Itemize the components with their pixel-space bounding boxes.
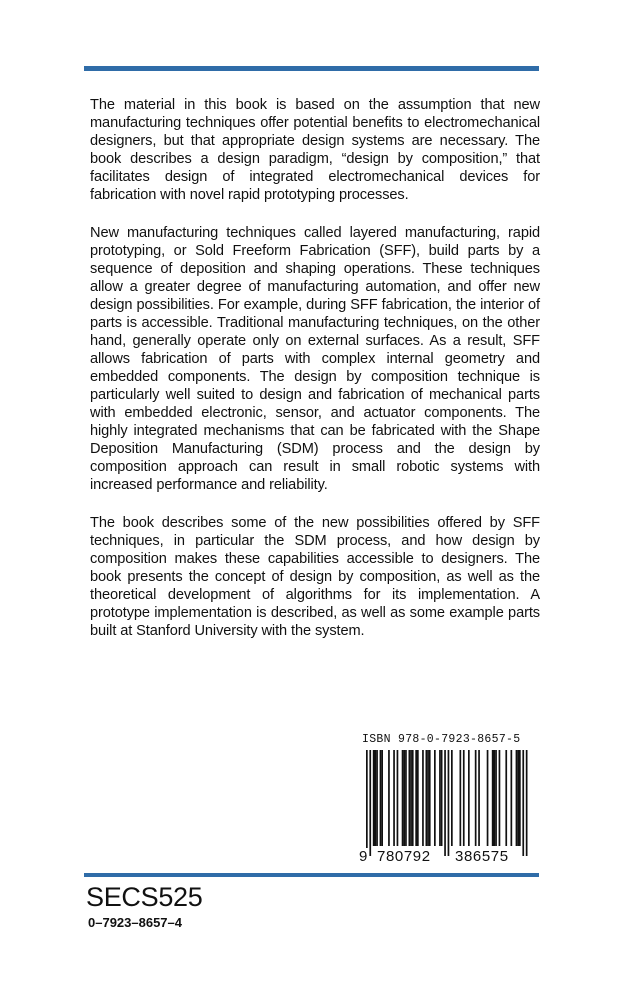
barcode-bar	[380, 750, 382, 846]
barcode-bar	[405, 750, 407, 846]
barcode-bar	[463, 750, 465, 846]
barcode	[359, 750, 530, 865]
barcode-bar	[388, 750, 390, 846]
barcode-bar	[369, 750, 371, 856]
barcode-bar	[410, 750, 412, 846]
barcode-bar	[434, 750, 436, 846]
blurb-paragraph-3: The book describes some of the new possibilities offered by SFF techniques, in particular the SDM process, and how design by composition makes these capabilities accessible to designers. The book presents the concept of design by composition, as well as the theoretical development of algorithms for its implementation. A prototype implementation is described, as well as some example parts built at Stanford University with the system.	[90, 515, 540, 639]
barcode-bar	[494, 750, 496, 846]
barcode-bar	[487, 750, 489, 846]
barcode-bar	[499, 750, 501, 846]
barcode-bar	[511, 750, 513, 846]
series-code: SECS525	[86, 882, 203, 912]
barcode-bar	[427, 750, 429, 846]
barcode-bar	[439, 750, 441, 846]
barcode-bar	[478, 750, 480, 846]
barcode-bar	[375, 750, 377, 846]
barcode-bar	[381, 750, 383, 846]
barcode-bar	[516, 750, 518, 846]
barcode-bar	[409, 750, 411, 846]
barcode-bar	[397, 750, 399, 846]
barcode-bar	[393, 750, 395, 846]
barcode-bar	[373, 750, 375, 846]
bottom-rule	[84, 873, 539, 877]
barcode-bar	[376, 750, 378, 846]
barcode-digits-left: 780792	[377, 848, 431, 865]
barcode-bar	[412, 750, 414, 846]
barcode-bar	[492, 750, 494, 846]
barcode-bar	[429, 750, 431, 846]
barcode-bar	[448, 750, 450, 856]
barcode-bar	[403, 750, 405, 846]
barcode-bar	[444, 750, 446, 856]
barcode-bar	[426, 750, 428, 846]
isbn-label: ISBN 978-0-7923-8657-5	[362, 733, 521, 746]
barcode-bar	[526, 750, 528, 856]
barcode-digit-first: 9	[359, 848, 368, 865]
barcode-bar	[441, 750, 443, 846]
barcode-bar	[415, 750, 417, 846]
back-cover-blurb	[90, 96, 540, 660]
barcode-bar	[451, 750, 453, 846]
barcode-bar	[519, 750, 521, 846]
barcode-bar	[402, 750, 404, 846]
barcode-bar	[505, 750, 507, 846]
barcode-bars	[362, 750, 530, 862]
barcode-digits-right: 386575	[455, 848, 509, 865]
catalog-number: 0–7923–8657–4	[88, 915, 182, 930]
barcode-bar	[417, 750, 419, 846]
isbn-block	[359, 733, 542, 865]
blurb-paragraph-2: New manufacturing techniques called layered manufacturing, rapid prototyping, or Sold Freeform Fabrication (SFF), build parts by a sequence of deposition and shaping operations. These techniques allow a greater degree of manufacturing automation, and offer new design possibilities. For example, during SFF fabrication, the interior of parts is accessible. Traditional manufacturing techniques, on the other hand, generally operate only on external surfaces. As a result, SFF allows fabrication of parts with complex internal geometry and embedded components. The design by composition technique is particularly well suited to design and fabrication of mechanical parts with embedded electronic, sensor, and actuator components. The highly integrated mechanisms that can be fabricated with the Shape Deposition Manufacturing (SDM) process and the design by composition approach can result in small robotic systems with increased performance and reliability.	[90, 225, 540, 493]
barcode-bar	[475, 750, 477, 846]
barcode-bar	[517, 750, 519, 846]
top-rule	[84, 66, 539, 71]
barcode-bar	[422, 750, 424, 846]
barcode-bar	[495, 750, 497, 846]
barcode-bar	[522, 750, 524, 856]
barcode-bar	[366, 750, 368, 856]
blurb-paragraph-1: The material in this book is based on the assumption that new manufacturing techniques offer potential benefits to electromechanical designers, but that appropriate design systems are necessary. The book describes a design paradigm, “design by composition,” that facilitates design of integrated electromechanical devices for fabrication with novel rapid prototyping processes.	[90, 97, 540, 203]
barcode-bar	[468, 750, 470, 846]
barcode-bar	[460, 750, 462, 846]
barcode-digits	[359, 848, 530, 866]
